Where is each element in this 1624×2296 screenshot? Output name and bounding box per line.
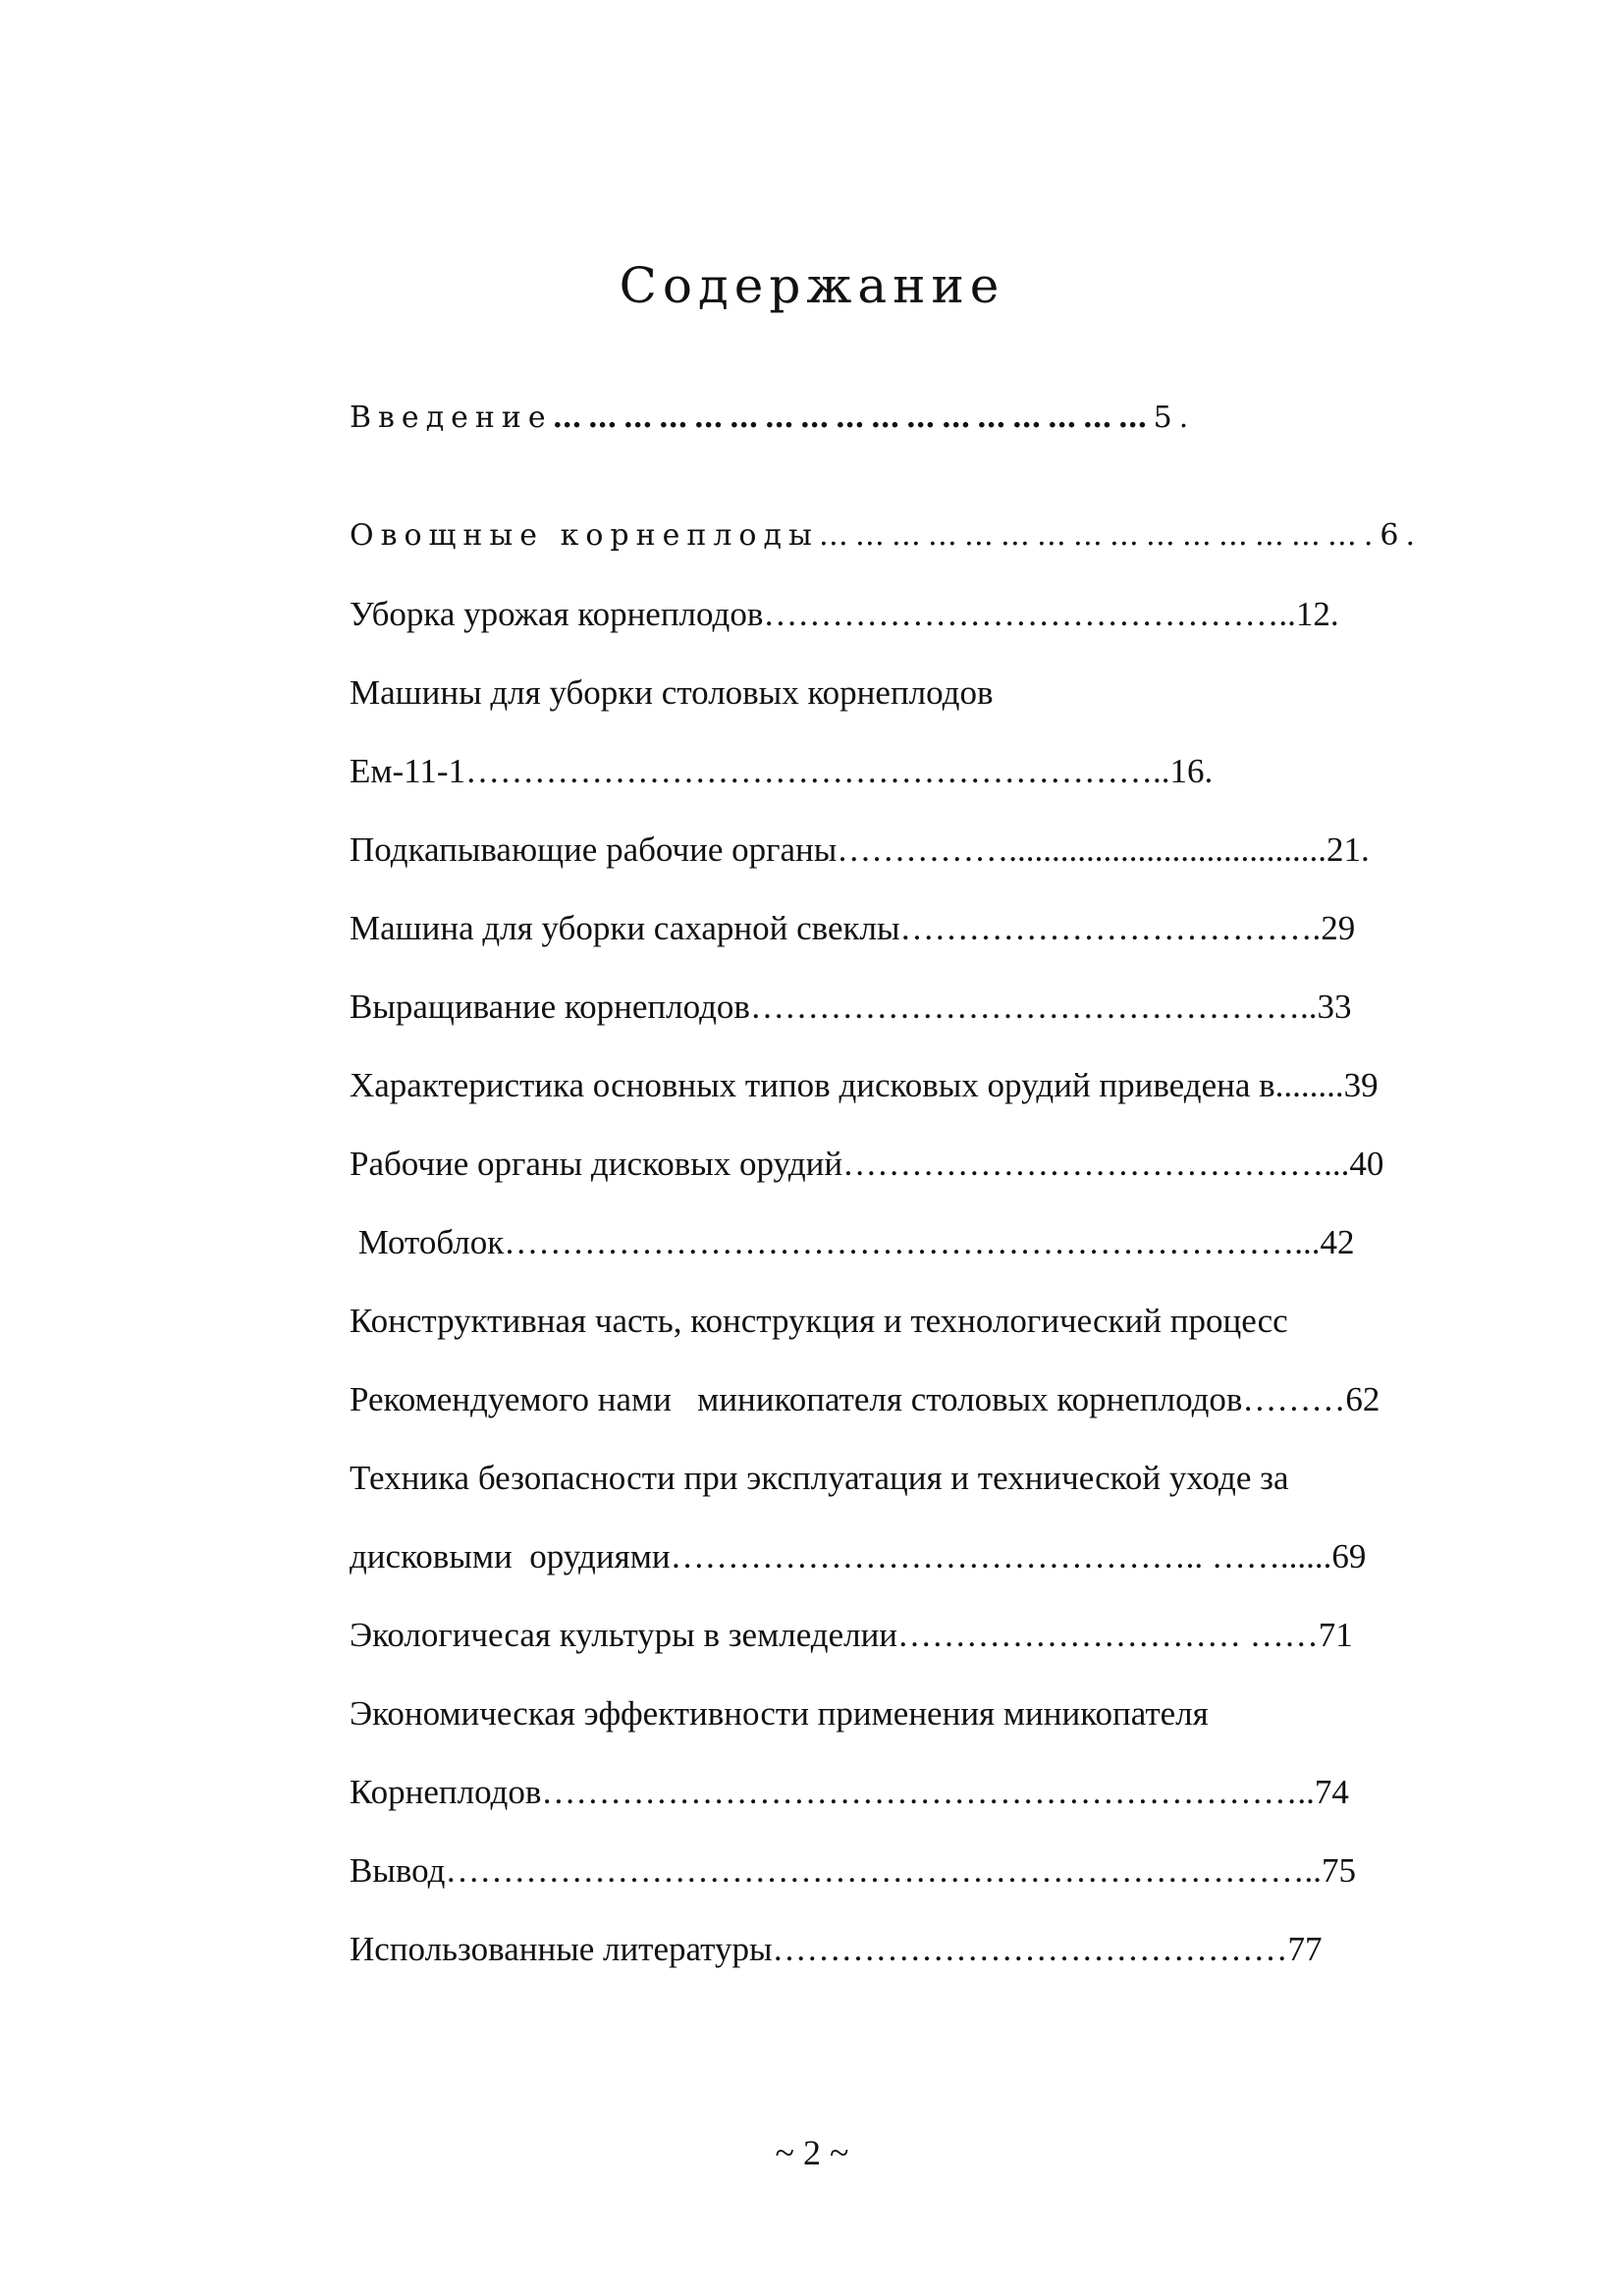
toc-entry-page: 29 xyxy=(1321,909,1356,947)
toc-entry-leader: ……………………………………... xyxy=(842,1145,1350,1183)
toc-entry xyxy=(350,1066,1379,1105)
toc-entry-page: 69 xyxy=(1331,1537,1367,1575)
toc-entry xyxy=(350,909,1355,948)
page-title: Содержание xyxy=(619,257,1005,314)
toc-entry-title: Экологичесая культуры в земледелии xyxy=(350,1616,898,1654)
toc-entry-leader: ……………..................................... xyxy=(837,830,1327,869)
toc-entry-title: Рабочие органы дисковых орудий xyxy=(350,1145,843,1183)
toc-entry xyxy=(350,752,1213,791)
toc-entry xyxy=(350,1694,1209,1734)
toc-entry xyxy=(350,595,1339,634)
toc-entry-title: Корнеплодов xyxy=(350,1773,542,1811)
toc-entry-title: Выращивание корнеплодов xyxy=(350,988,750,1026)
toc-entry xyxy=(350,1537,1366,1576)
toc-entry-title: Овощные корнеплоды xyxy=(350,518,819,553)
toc-entry-page: 21. xyxy=(1326,830,1370,869)
toc-entry-leader: ………………………… …… xyxy=(897,1616,1319,1654)
toc-entry xyxy=(350,1851,1356,1891)
toc-entry-title: Характеристика основных типов дисковых орудий приведена в xyxy=(350,1066,1275,1104)
toc-entry-leader: ………………………………………………………….. xyxy=(541,1773,1315,1811)
toc-entry-title: Уборка урожая корнеплодов xyxy=(350,595,764,633)
toc-entry-page: 62 xyxy=(1345,1380,1380,1418)
toc-entry xyxy=(350,516,1422,556)
toc-entry-leader: ……………………………………….. xyxy=(763,595,1296,633)
toc-entry-page: 33 xyxy=(1317,988,1352,1026)
toc-entry-leader: ……………………………………… xyxy=(772,1930,1288,1968)
toc-entry-leader: ………………………………………. xyxy=(818,518,1380,553)
toc-entry-title: Ем-11-1 xyxy=(350,752,466,790)
toc-entry xyxy=(350,1930,1323,1969)
toc-entry-leader: …………………………………………… xyxy=(552,400,1154,435)
toc-entry-page: 39 xyxy=(1343,1066,1379,1104)
toc-entry xyxy=(350,399,1195,438)
toc-entry xyxy=(350,1380,1380,1419)
toc-entry-leader: …………………………………………………….. xyxy=(465,752,1170,790)
toc-entry-page: 42 xyxy=(1320,1223,1355,1261)
toc-entry-title: Рекомендуемого нами миникопателя столовых корнеплодов xyxy=(350,1380,1243,1418)
toc-entry-leader: ……… xyxy=(1242,1380,1346,1418)
toc-entry-page: 71 xyxy=(1318,1616,1353,1654)
toc-entry-page: 40 xyxy=(1349,1145,1384,1183)
toc-entry xyxy=(350,988,1351,1027)
toc-entry-title: Машины для уборки столовых корнеплодов xyxy=(350,673,994,712)
toc-entry-title: Введение xyxy=(350,400,553,435)
toc-entry xyxy=(350,1223,1355,1262)
toc-entry-leader: ……………………………………………………………... xyxy=(504,1223,1321,1261)
toc-entry-leader: ………………………………. xyxy=(899,909,1322,947)
toc-entry-page: 5. xyxy=(1153,400,1196,435)
toc-entry-title: Вывод xyxy=(350,1851,446,1890)
toc-entry xyxy=(350,673,993,713)
toc-entry-page: 12. xyxy=(1295,595,1339,633)
toc-entry xyxy=(350,1773,1349,1812)
toc-entry-title: Экономическая эффективности применения миникопателя xyxy=(350,1694,1209,1733)
toc-entry-title: дисковыми орудиями xyxy=(350,1537,671,1575)
toc-entry-page: 74 xyxy=(1314,1773,1349,1811)
toc-entry-leader: ……………………………………….. ……...... xyxy=(670,1537,1332,1575)
toc-entry-page: 75 xyxy=(1321,1851,1356,1890)
toc-entry-page: 6. xyxy=(1380,518,1422,553)
toc-entry-leader: ………………………………………………………………….. xyxy=(445,1851,1322,1890)
toc-entry-leader: ........ xyxy=(1274,1066,1344,1104)
toc-entry-title: Техника безопасности при эксплуатация и технической уходе за xyxy=(350,1459,1289,1497)
toc-entry-title: Использованные литературы xyxy=(350,1930,773,1968)
toc-entry xyxy=(350,1145,1383,1184)
page-number: ~ 2 ~ xyxy=(775,2133,849,2172)
toc-entry xyxy=(350,1616,1353,1655)
toc-entry-page: 16. xyxy=(1169,752,1214,790)
toc-entry xyxy=(350,1459,1288,1498)
toc-entry xyxy=(350,1302,1288,1341)
toc-entry-leader: ………………………………………….. xyxy=(749,988,1318,1026)
toc-entry-title: Подкапывающие рабочие органы xyxy=(350,830,838,869)
toc-entry-title: Машина для уборки сахарной свеклы xyxy=(350,909,900,947)
toc-entry-page: 77 xyxy=(1287,1930,1323,1968)
toc-entry-title: Конструктивная часть, конструкция и технологический процесс xyxy=(350,1302,1288,1340)
toc-entry xyxy=(350,830,1370,870)
toc-entry-title: Мотоблок xyxy=(350,1223,505,1261)
